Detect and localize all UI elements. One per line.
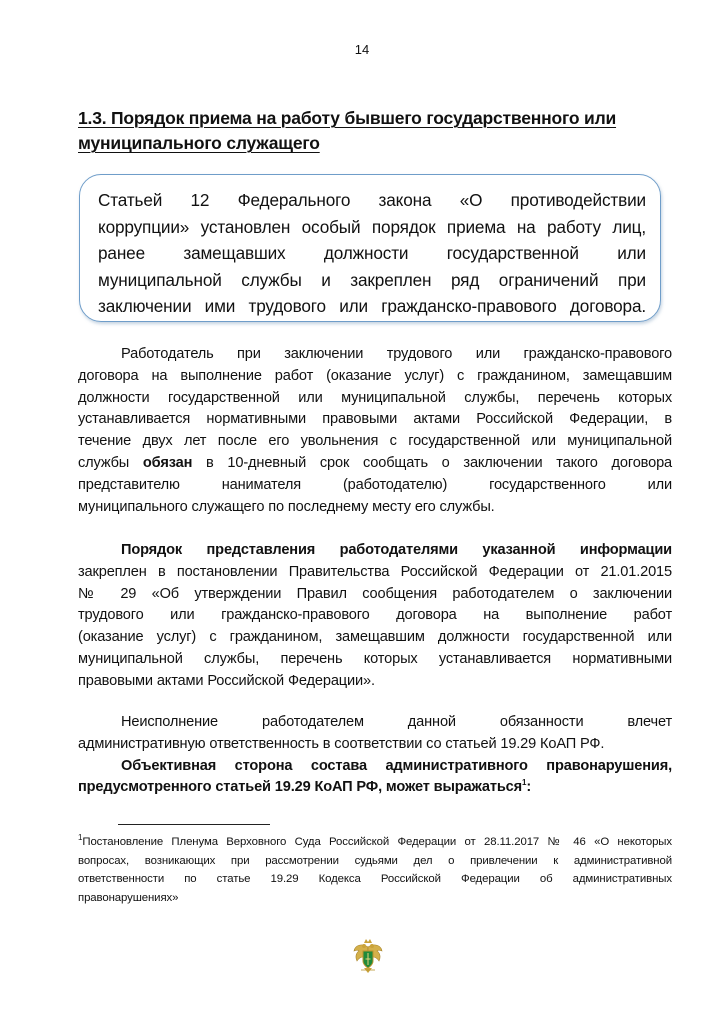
paragraph-line: Неисполнение работодателем данной обязанности влечет — [121, 714, 672, 730]
paragraph-line: (оказание услуг) с гражданином, замещавшим должности государственной или — [78, 629, 672, 646]
callout-line: коррупции» установлен особый порядок приема на работу лиц, — [98, 216, 646, 237]
paragraph-line: муниципальной службы, перечень которых устанавливается нормативными — [78, 650, 672, 667]
footnote-reference[interactable]: 1 — [522, 778, 527, 788]
text-run: предусмотренного статьей 19.29 КоАП РФ, может выражаться — [78, 779, 522, 796]
paragraph-line — [78, 453, 672, 475]
callout-line: муниципальной службы и закреплен ряд ограничений при — [98, 269, 646, 290]
text-run: Постановление Пленума Верховного Суда Российской Федерации от 28.11.2017 № 46 «О некоторых — [82, 836, 672, 848]
callout-box — [79, 174, 661, 322]
footnote — [78, 833, 672, 907]
paragraph-line: устанавливается нормативными правовыми актами Российской Федерации, в — [78, 411, 672, 428]
callout-text — [98, 187, 646, 320]
paragraph-line: административную ответственность в соответствии со статьей 19.29 КоАП РФ. — [78, 735, 605, 752]
paragraph-bold-line: Объективная сторона состава административного правонарушения, — [121, 757, 672, 774]
paragraph-line: должности государственной или муниципальной службы, перечень которых — [78, 389, 672, 406]
footnote-separator — [118, 824, 270, 825]
footnote-line — [78, 833, 672, 852]
paragraph-line: трудового или гражданско-правового договора на выполнение работ — [78, 607, 672, 624]
callout-line: ранее замещавших должности государственной или — [98, 243, 646, 263]
paragraph-reporting-procedure — [78, 540, 672, 693]
emphasis-obligated: обязан — [142, 454, 193, 471]
paragraph-line: правовыми актами Российской Федерации». — [78, 672, 375, 689]
footnote-line: ответственности по статье 19.29 Кодекса Российской Федерации об административных — [78, 873, 672, 886]
paragraph-bold-lead: Порядок представления работодателями указанной информации — [121, 542, 672, 558]
paragraph-line: закреплен в постановлении Правительства Российской Федерации от 21.01.2015 — [78, 563, 672, 580]
footnote-marker: 1 — [78, 833, 83, 843]
paragraph-line: муниципального служащего по последнему месту его службы. — [78, 498, 495, 515]
paragraph-employer-obligation — [78, 344, 672, 518]
section-heading-line-2: муниципального служащего — [78, 133, 320, 153]
paragraph-line: договора на выполнение работ (оказание услуг) с гражданином, замещавшим — [78, 367, 672, 384]
text-run: : — [526, 779, 532, 796]
page-number: 14 — [354, 42, 370, 57]
paragraph-line: представителю нанимателя (работодателю) государственного или — [78, 476, 672, 493]
prosecutor-office-emblem-icon — [352, 937, 384, 977]
paragraph-line: течение двух лет после его увольнения с государственной или муниципальной — [78, 433, 672, 450]
paragraph-liability — [78, 712, 672, 799]
text-run: в 10-дневный срок сообщать о заключении такого договора — [206, 454, 673, 471]
paragraph-line: Работодатель при заключении трудового или гражданско-правового — [121, 346, 672, 362]
emblem-graphic — [352, 937, 384, 977]
section-heading — [78, 106, 638, 156]
paragraph-line: № 29 «Об утверждении Правил сообщения работодателем о заключении — [78, 585, 672, 602]
paragraph-bold-line — [78, 777, 672, 799]
footnote-line: правонарушениях» — [78, 891, 179, 904]
callout-line: Статьей 12 Федерального закона «О противодействии — [98, 190, 646, 210]
section-heading-line-1: 1.3. Порядок приема на работу бывшего государственного или — [78, 108, 617, 128]
text-run: службы — [78, 454, 130, 471]
footnote-line: вопросах, возникающих при рассмотрении судьями дел о привлечении к административной — [78, 854, 672, 867]
callout-line: заключении ими трудового или гражданско-правового договора. — [98, 296, 646, 316]
